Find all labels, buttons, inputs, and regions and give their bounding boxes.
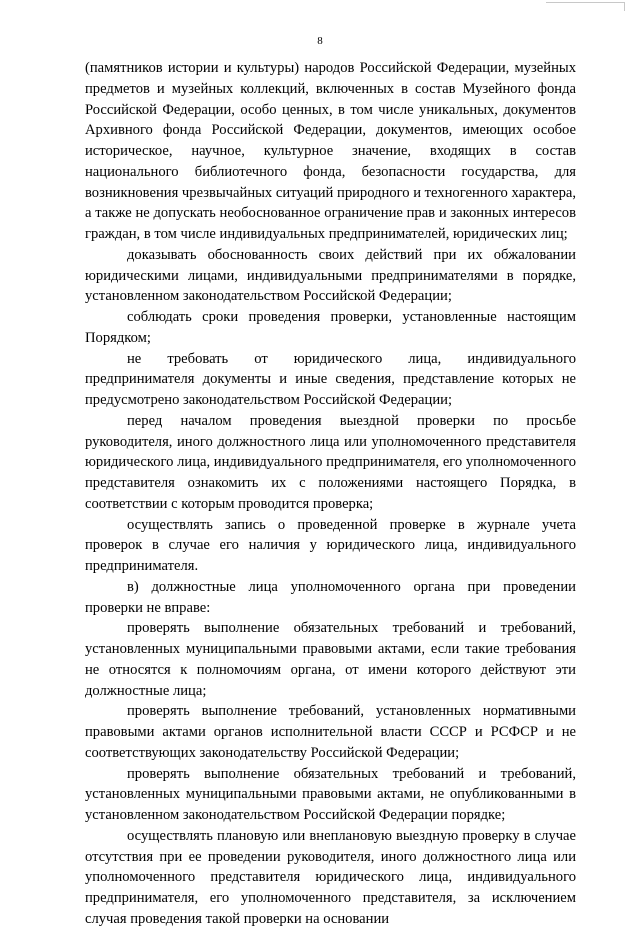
paragraph: доказывать обоснованность своих действий при их обжаловании юридическими лицами, индивидуальными предпринимателями в порядке, установленном законодательством Российской Федерации; bbox=[85, 246, 576, 305]
document-body bbox=[85, 58, 576, 930]
scan-corner-mark bbox=[546, 2, 625, 11]
paragraph: перед началом проведения выездной проверки по просьбе руководителя, иного должностного лица или уполномоченного представителя юридического лица, индивидуального предпринимателя, его уполномоченного представителя ознакомить их с положениями настоящего Порядка, в соответствии с которым проводится проверка; bbox=[85, 412, 577, 512]
paragraph: проверять выполнение требований, установленных нормативными правовыми актами органов исполнительной власти СССР и РСФСР и не соответствующих законодательству Российской Федерации; bbox=[85, 703, 576, 761]
paragraph: проверять выполнение обязательных требований и требований, установленных муниципальными правовыми актами, не опубликованными в установленном законодательством Российской Федерации порядке; bbox=[85, 765, 576, 823]
paragraph: в) должностные лица уполномоченного органа при проведении проверки не вправе: bbox=[85, 578, 576, 616]
paragraph: проверять выполнение обязательных требований и требований, установленных муниципальными правовыми актами, если такие требования не относятся к полномочиям органа, от имени которого действуют эти должностные лица; bbox=[85, 620, 576, 699]
page-number: 8 bbox=[317, 35, 323, 47]
paragraph: осуществлять запись о проведенной проверке в журнале учета проверок в случае его наличия у юридического лица, индивидуального предпринимателя. bbox=[85, 516, 576, 574]
paragraph: осуществлять плановую или внеплановую выездную проверку в случае отсутствия при ее проведении руководителя, иного должностного лица или уполномоченного представителя юридического лица, индивидуального предпринимателя, его уполномоченного представителя, за исключением случая проведения такой проверки на основании bbox=[85, 827, 576, 927]
paragraph: (памятников истории и культуры) народов Российской Федерации, музейных предметов и музейных коллекций, включенных в состав Музейного фонда Российской Федерации, особо ценных, в том числе уникальных, документов Архивного фонда Российской Федерации, документов, имеющих особое историческое, научное, культурное значение, входящих в состав национального библиотечного фонда, безопасности государства, для возникновения чрезвычайных ситуаций природного и техногенного характера, а также не допускать необоснованное ограничение прав и законных интересов граждан, в том числе индивидуальных предпринимателей, юридических лиц; bbox=[85, 60, 577, 242]
paragraph: не требовать от юридического лица, индивидуального предпринимателя документы и иные сведения, представление которых не предусмотрено законодательством Российской Федерации; bbox=[85, 350, 576, 408]
paragraph: соблюдать сроки проведения проверки, установленные настоящим Порядком; bbox=[85, 309, 576, 346]
